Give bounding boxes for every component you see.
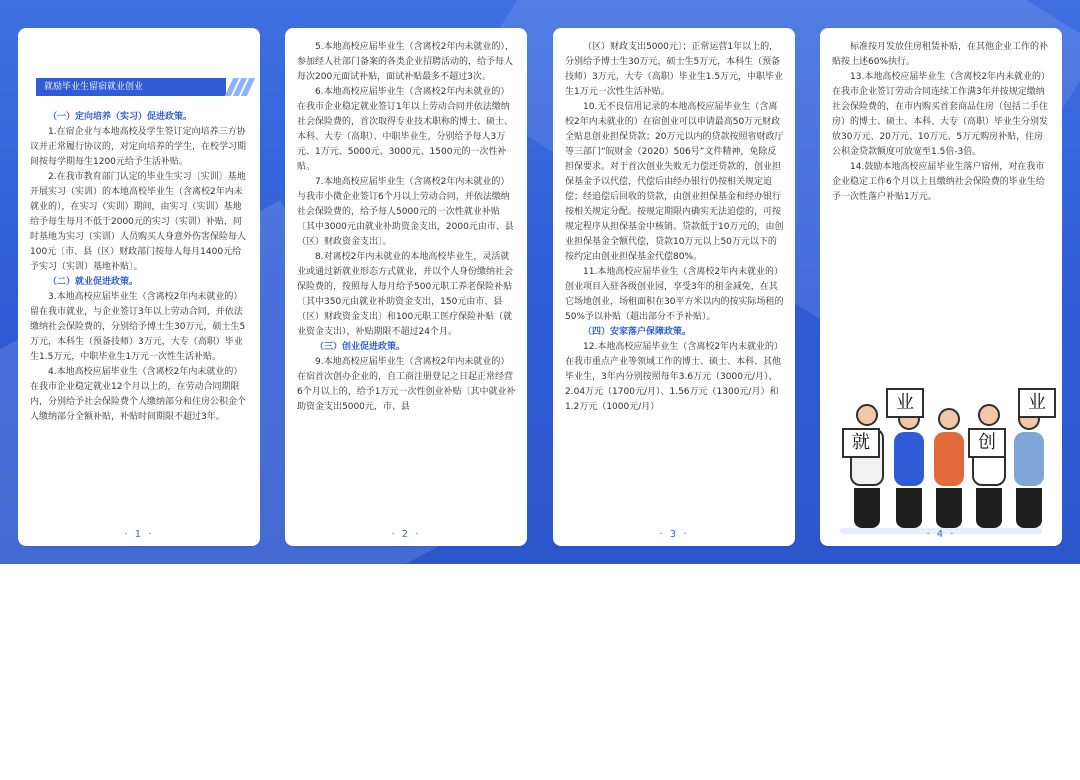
paragraph: 14.鼓励本地高校应届毕业生落户宿州，对在我市企业稳定工作6个月以上且缴纳社会保险费的毕业生给予一次性落户补贴1万元。 [832, 162, 1045, 202]
panel-2-text [297, 40, 517, 520]
page-panel-3 [553, 28, 795, 546]
person-legs [1016, 488, 1042, 528]
heading: （二）就业促进政策。 [48, 277, 139, 287]
person-head [856, 404, 878, 426]
person-figure [1010, 408, 1048, 528]
paragraph: 10.无不良信用记录的本地高校应届毕业生（含离校2年内未就业的）在宿创业可以申请最高50万元财政全贴息创业担保贷款；20万元以内的贷款按照省财政厅等三部门“皖财金（2020）506号”文件精神，免除反担保要求。对于首次创业失败无力偿还贷款的，创业担保基金予以代偿，代偿后由经办银行仍按相关规定追偿；经追偿后回收的贷款，由创业担保基金和经办银行按相关规定分配。按规定期限内确实无法追偿的，可按规定程序从担保基金中核销。贷款低于10万元的，由创业担保基金全额代偿，贷款10万元以上50万元以下的按约定由创业担保基金代偿80%。 [565, 102, 784, 262]
page-number: · 2 · [391, 529, 421, 540]
heading: （一）定向培养（实习）促进政策。 [48, 112, 193, 122]
sign-card: 创 [968, 428, 1006, 458]
sign-card: 就 [842, 428, 880, 458]
sign-card: 业 [1018, 388, 1056, 418]
person-figure [970, 404, 1008, 528]
paragraph: 12.本地高校应届毕业生（含离校2年内未就业的）在我市重点产业等领域工作的博士、硕士、本科、其他毕业生，3年内分别按照每年3.6万元（3000元/月）、2.04万元（1700元/月）、1.56万元（1300元/月）和1.2万元（1000元/月） [565, 342, 784, 412]
paragraph: 6.本地高校应届毕业生（含离校2年内未就业的）在我市企业稳定就业签订1年以上劳动合同并依法缴纳社会保险费的，首次取得专业技术职称的博士、硕士、本科、大专（高职）、中职毕业生，分别给予每人3万元、1万元、5000元、3000元、1500元的一次性补贴。 [297, 87, 514, 172]
paragraph: 5.本地高校应届毕业生（含离校2年内未就业的），参加经人社部门备案的各类企业招聘活动的，给予每人每次200元面试补贴，面试补贴最多不超过3次。 [297, 42, 514, 82]
page-number: · 4 · [926, 529, 956, 540]
section-banner [36, 78, 260, 96]
page-number: · 1 · [124, 529, 154, 540]
panel-1-text [30, 110, 250, 520]
person-figure [930, 408, 968, 528]
paragraph: 2.在我市教育部门认定的毕业生实习〔实训〕基地开展实习（实训）的本地高校毕业生（含离校2年内未就业的），在实习（实训）期间，由实习（实训）基地给予每生每月不低于2000元的实习（实训）补贴，同时基地为实习（实训）人员购买人身意外伤害保险每人100元〔市、县（区）财政部门按每人每月1400元给予实习（实训）基地补贴〕。 [30, 172, 247, 272]
banner-title: 就励毕业生留宿就业创业 [36, 78, 226, 96]
person-body [1014, 432, 1044, 486]
paragraph: 9.本地高校应届毕业生（含离校2年内未就业的）在宿首次创办企业的，自工商注册登记之日起正常经营6个月以上的，给予1万元一次性创业补贴〔其中就业补助资金支出5000元，市、县 [297, 357, 516, 412]
person-head [978, 404, 1000, 426]
panel-4-text [832, 40, 1052, 336]
page-panel-4 [820, 28, 1062, 546]
people-illustration [820, 348, 1062, 544]
panel-3-text [565, 40, 785, 520]
person-figure [890, 408, 928, 528]
person-legs [976, 488, 1002, 528]
paragraph: 标准按月发放住房租赁补贴，在其他企业工作的补贴按上述60%执行。 [832, 42, 1049, 67]
person-legs [936, 488, 962, 528]
paragraph: 11.本地高校应届毕业生（含离校2年内未就业的）创业项目入驻各级创业园，享受3年的租金减免，在其它场地创业，场租面积在30平方米以内的按实际场租的50%予以补贴（超出部分不予补贴）。 [565, 267, 784, 322]
person-legs [854, 488, 880, 528]
paragraph: （区）财政支出5000元〕；正常运营1年以上的，分别给予博士生30万元，硕士生5万元，本科生（预备技师）3万元，大专（高职）毕业生1.5万元，中职毕业生1万元一次性生活补贴。 [565, 42, 784, 97]
heading: （三）创业促进政策。 [315, 342, 406, 352]
paragraph: 3.本地高校应届毕业生（含离校2年内未就业的）留在我市就业，与企业签订3年以上劳动合同，并依法缴纳社会保险费的，分别给予博士生30万元，硕士生5万元，本科生（预备技师）3万元，大专（高职）毕业生1.5万元，中职毕业生1万元一次性生活补贴。 [30, 292, 246, 362]
paragraph: 8.对离校2年内未就业的本地高校毕业生，灵活就业或通过新就业形态方式就业，并以个人身份缴纳社会保险费的，按照每人每月给予500元职工养老保险补贴〔其中350元由就业补助资金支出，150元由市、县（区）财政资金支出〕和100元职工医疗保险补贴（就业资金支出），补贴期限不超过24个月。 [297, 252, 514, 337]
person-head [938, 408, 960, 430]
paragraph: 4.本地高校应届毕业生（含离校2年内未就业的）在我市企业稳定就业12个月以上的，在劳动合同期限内，分别给予社会保险费个人缴纳部分和住房公积金个人缴纳部分全额补贴，补贴时间期限不超过3年。 [30, 367, 247, 422]
person-legs [896, 488, 922, 528]
person-figure [848, 404, 886, 528]
heading: （四）安家落户保障政策。 [583, 327, 692, 337]
paragraph: 7.本地高校应届毕业生（含离校2年内未就业的）与我市小微企业签订6个月以上劳动合同，并依法缴纳社会保险费的，给予每人5000元的一次性就业补贴〔其中3000元由就业补助资金支出，2000元由市、县（区）财政资金支出〕。 [297, 177, 514, 247]
paragraph: 13.本地高校应届毕业生（含离校2年内未就业的）在我市企业签订劳动合同连续工作满3年并按规定缴纳社会保险费的，在市内购买首套商品住房（包括二手住房）的博士、硕士、本科、大专（高职）毕业生分别发放30万元、20万元、10万元、5万元购房补贴，住房公积金贷款额度可放宽至1.5倍-3倍。 [832, 72, 1051, 157]
sign-card: 业 [886, 388, 924, 418]
person-body [934, 432, 964, 486]
paragraph: 1.在宿企业与本地高校及学生签订定向培养三方协议并正常履行协议的，对定向培养的学生，在校学习期间按每学期每生1200元给予生活补贴。 [30, 127, 247, 167]
person-body [894, 432, 924, 486]
page-panel-2 [285, 28, 527, 546]
page-number: · 3 · [659, 529, 689, 540]
page-panel-1 [18, 28, 260, 546]
